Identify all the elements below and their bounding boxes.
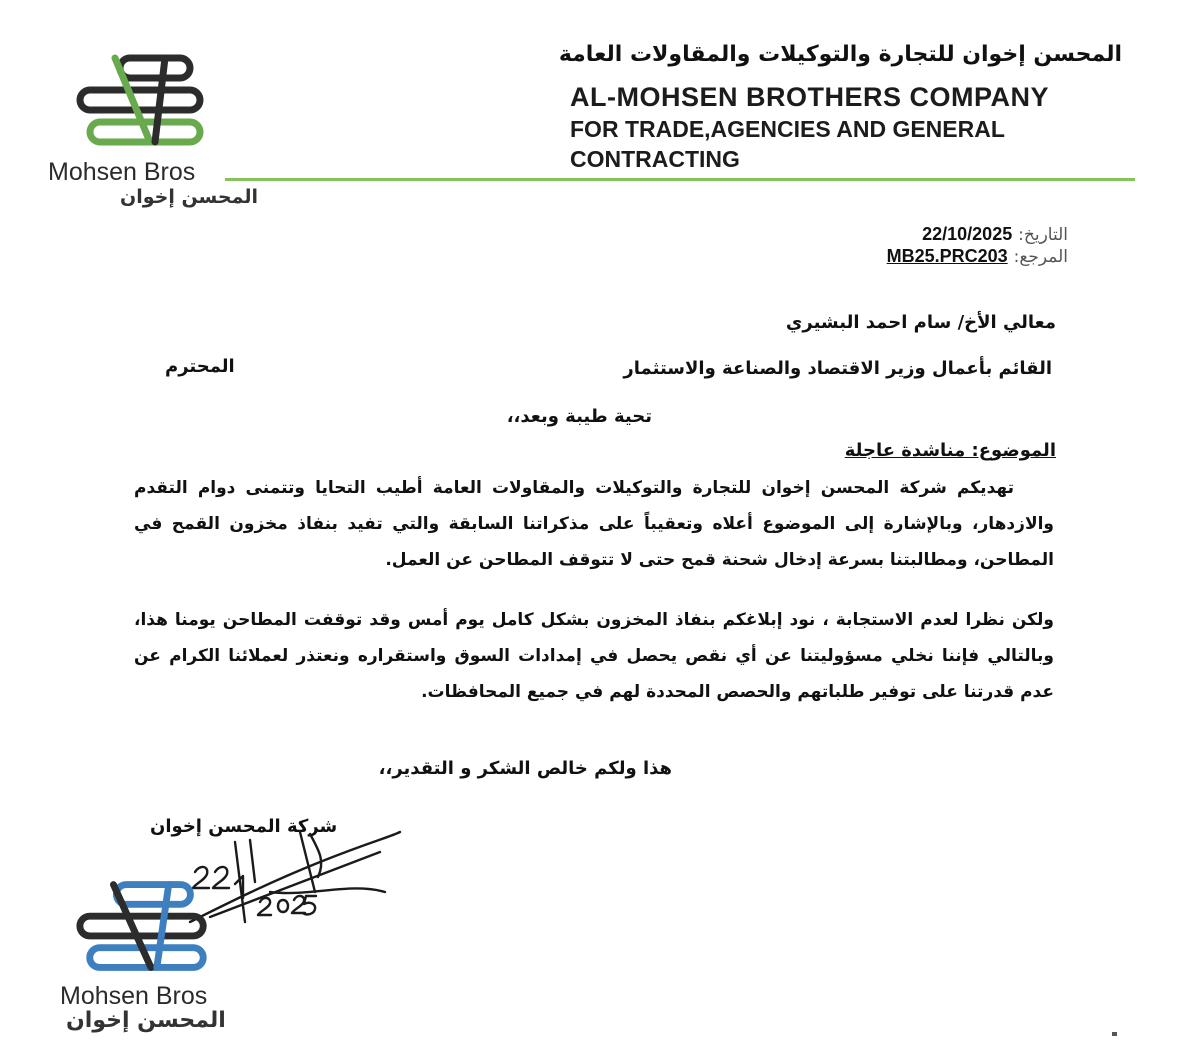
addressee: معالي الأخ/ سام احمد البشيري — [785, 312, 1056, 333]
honorific: المحترم — [165, 356, 235, 377]
company-name-english-line1: AL-MOHSEN BROTHERS COMPANY — [570, 82, 1050, 112]
brand-name-top-arabic: المحسن إخوان — [120, 186, 258, 208]
greeting: تحية طيبة وبعد،، — [506, 406, 652, 427]
company-name-english-line2: FOR TRADE,AGENCIES AND GENERAL — [570, 116, 1005, 142]
mohsen-bros-stamp-icon — [72, 872, 220, 984]
company-name-arabic: المحسن إخوان للتجارة والتوكيلات والمقاولات العامة — [558, 42, 1122, 67]
date-label: التاريخ: — [1018, 225, 1068, 245]
date-line — [922, 224, 1068, 245]
header-divider — [225, 178, 1135, 181]
body-paragraph-1: تهديكم شركة المحسن إخوان للتجارة والتوكيلات والمقاولات العامة أطيب التحايا وتتمنى دوام التقدم والازدهار، وبالإشارة إلى الموضوع أعلاه وتعقيباً على مذكراتنا السابقة والتي تفيد بنفاذ مخزون القمح في المطاحن، ومطالبتنا بسرعة إدخال شحنة قمح حتى لا تتوقف المطاحن عن العمل. — [134, 478, 1054, 570]
body-paragraph-2: ولكن نظرا لعدم الاستجابة ، نود إبلاغكم بنفاذ المخزون بشكل كامل يوم أمس وقد توقفت المطاحن يومنا هذا، وبالتالي فإننا نخلي مسؤوليتنا عن أي نقص يحصل في إمدادات السوق واستقراره ونعتذر لعملائنا الكرام عن عدم قدرتنا على توفير طلباتهم والحصص المحددة لهم في جميع المحافظات. — [134, 610, 1054, 702]
stamp-brand-name: Mohsen Bros — [60, 982, 208, 1010]
company-name-english-line3: CONTRACTING — [570, 146, 740, 172]
stamp-brand-name-arabic: المحسن إخوان — [66, 1008, 226, 1033]
addressee-position: القائم بأعمال وزير الاقتصاد والصناعة والاستثمار — [623, 358, 1052, 379]
reference-value: MB25.PRC203 — [886, 246, 1008, 266]
date-value: 22/10/2025 — [922, 224, 1013, 244]
page-mark — [1112, 1032, 1117, 1036]
subject-line: الموضوع: مناشدة عاجلة — [844, 440, 1056, 461]
mohsen-bros-logo-icon — [70, 48, 220, 158]
brand-name-top: Mohsen Bros — [48, 158, 196, 186]
closing-line: هذا ولكم خالص الشكر و التقدير،، — [378, 758, 672, 779]
reference-line — [887, 246, 1068, 267]
signatory-company: شركة المحسن إخوان — [150, 816, 338, 837]
reference-label: المرجع: — [1013, 247, 1068, 267]
